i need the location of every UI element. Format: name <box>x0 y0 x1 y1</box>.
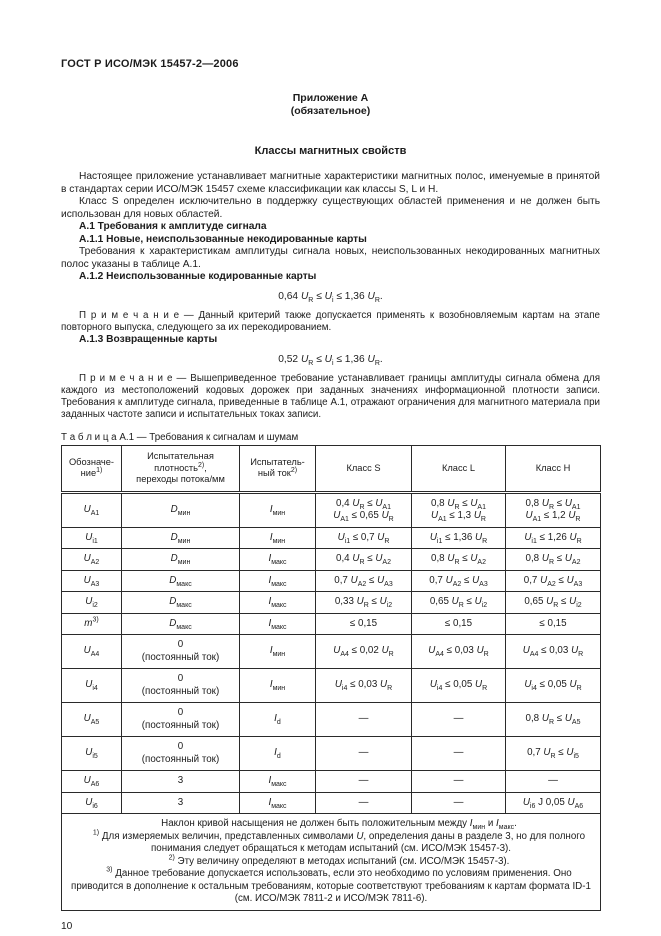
cell-class-h: 0,7 $U_{A2} \le U_{A3}$ <box>506 570 601 592</box>
cell-current: $I_{мин}$ <box>240 635 316 669</box>
cell-class-l: $U_{A4} \le 0,03$ $U_R$ <box>412 635 506 669</box>
cell-class-s: 0,4 $U_R \le U_{A1}$ $U_{A1} \le 0,65$ $U_R$ <box>316 492 412 527</box>
paragraph-intro-2: Класс S определен исключительно в поддержку существующих областей применения и не должен быть использован для новых областей. <box>61 196 600 220</box>
cell-current: $I_d$ <box>240 703 316 737</box>
cell-current: $I_{мин}$ <box>240 527 316 549</box>
cell-class-h: 0,8 $U_R \le U_{A5}$ <box>506 703 601 737</box>
cell-class-s: $U_{A4} \le 0,02$ $U_R$ <box>316 635 412 669</box>
heading-a11: А.1.1 Новые, неиспользованные некодированные карты <box>79 233 367 245</box>
cell-current: $I_{мин}$ <box>240 492 316 527</box>
cell-symbol: $U_{i1}$ <box>62 527 122 549</box>
cell-class-h: $U_{i1} \le 1,26$ $U_R$ <box>506 527 601 549</box>
table-row <box>62 635 601 669</box>
cell-class-s: — <box>316 792 412 814</box>
table-row <box>62 613 601 635</box>
cell-symbol: $m^{3)}$ <box>62 613 122 635</box>
cell-class-s: $U_{i1} \le 0,7$ $U_R$ <box>316 527 412 549</box>
cell-class-s: 0,7 $U_{A2} \le U_{A3}$ <box>316 570 412 592</box>
cell-class-s: ≤ 0,15 <box>316 613 412 635</box>
table-row <box>62 737 601 771</box>
cell-symbol: $U_{A4}$ <box>62 635 122 669</box>
cell-class-l: — <box>412 703 506 737</box>
col-header-symbol: Обозначе- ние$^{1)}$ <box>62 446 122 493</box>
footnote-3: $^{3)}$ Данное требование допускается использовать, если это необходимо по условиям применения. Оно приводится в дополнение к остальным требованиям, которые соответствуют требованиям к картам формата ID-1 (см. ИСО/МЭК 7811-2 и ИСО/МЭК 7811-6). <box>71 866 591 904</box>
paragraph-intro-1: Настоящее приложение устанавливает магнитные характеристики магнитных полос, именуемые в принятой в стандартах серии ИСО/МЭК 15457 схеме классификации как классы S, L и Н. <box>61 171 600 195</box>
cell-class-h: 0,8 $U_R \le U_{A2}$ <box>506 549 601 571</box>
cell-current: $I_{макс}$ <box>240 549 316 571</box>
heading-a1: А.1 Требования к амплитуде сигнала <box>79 221 267 232</box>
cell-density: 0 (постоянный ток) <box>122 703 240 737</box>
heading-a12: А.1.2 Неиспользованные кодированные карты <box>79 271 317 282</box>
table-row <box>62 527 601 549</box>
cell-symbol: $U_{A3}$ <box>62 570 122 592</box>
table-footnote-row <box>62 814 601 911</box>
table-row <box>62 592 601 614</box>
cell-class-l: — <box>412 771 506 793</box>
cell-class-l: — <box>412 737 506 771</box>
cell-current: $I_{макс}$ <box>240 792 316 814</box>
cell-current: $I_d$ <box>240 737 316 771</box>
appendix-subtitle: (обязательное) <box>290 105 371 117</box>
table-caption: Т а б л и ц а А.1 — Требования к сигналам и шумам <box>61 432 299 443</box>
col-header-class-s: Класс S <box>316 446 412 493</box>
table-row <box>62 703 601 737</box>
cell-current: $I_{макс}$ <box>240 771 316 793</box>
table-row <box>62 549 601 571</box>
cell-density: $D_{мин}$ <box>122 527 240 549</box>
cell-symbol: $U_{A6}$ <box>62 771 122 793</box>
appendix-block <box>61 92 600 118</box>
formula-a12: 0,64 $U_R \le U_i \le 1,36$ $U_R$. <box>278 290 383 304</box>
note-a12: П р и м е ч а н и е — Данный критерий также допускается применять к возобновляемым картам на этапе повторного выпуска, следующего за их перекодированием. <box>61 310 600 333</box>
section-title: Классы магнитных свойств <box>254 145 407 157</box>
cell-class-h: ≤ 0,15 <box>506 613 601 635</box>
cell-class-l: ≤ 0,15 <box>412 613 506 635</box>
cell-class-l: 0,8 $U_R \le U_{A2}$ <box>412 549 506 571</box>
cell-class-h: $U_{i6}$ J 0,05 $U_{A6}$ <box>506 792 601 814</box>
cell-current: $I_{макс}$ <box>240 570 316 592</box>
cell-class-l: 0,8 $U_R \le U_{A1}$ $U_{A1} \le 1,3$ $U_R$ <box>412 492 506 527</box>
cell-class-s: 0,4 $U_R \le U_{A2}$ <box>316 549 412 571</box>
cell-symbol: $U_{A5}$ <box>62 703 122 737</box>
cell-current: $I_{макс}$ <box>240 592 316 614</box>
cell-symbol: $U_{i6}$ <box>62 792 122 814</box>
cell-class-s: $U_{i4} \le 0,03$ $U_R$ <box>316 669 412 703</box>
cell-class-h: $U_{i4} \le 0,05$ $U_R$ <box>506 669 601 703</box>
paragraph-a11: Требования к характеристикам амплитуды сигнала новых, неиспользованных некодированных магнитных полос указаны в таблице А.1. <box>61 246 600 270</box>
table-row <box>62 669 601 703</box>
cell-symbol: $U_{i5}$ <box>62 737 122 771</box>
cell-density: 0 (постоянный ток) <box>122 669 240 703</box>
cell-class-h: 0,8 $U_R \le U_{A1}$ $U_{A1} \le 1,2$ $U_R$ <box>506 492 601 527</box>
cell-symbol: $U_{A1}$ <box>62 492 122 527</box>
footnote-1: $^{1)}$ Для измеряемых величин, представленных символами U, определения даны в разделе 3, но для полного понимания следует обращаться к методам испытаний (см. ИСО/МЭК 15457-3). <box>92 829 586 854</box>
heading-a13: А.1.3 Возвращенные карты <box>79 334 218 345</box>
cell-class-s: 0,33 $U_R \le U_{i2}$ <box>316 592 412 614</box>
table-header-row <box>62 446 601 493</box>
cell-current: $I_{мин}$ <box>240 669 316 703</box>
col-header-density: Испытательная плотность$^{2)}$, переходы потока/мм <box>122 446 240 493</box>
document-number: ГОСТ Р ИСО/МЭК 15457-2—2006 <box>61 58 239 70</box>
footnote-slope: Наклон кривой насыщения не должен быть положительным между $I_{мин}$ и $I_{макс}$. <box>161 818 517 831</box>
page-content <box>61 58 600 932</box>
cell-density: $D_{макс}$ <box>122 570 240 592</box>
cell-class-s: — <box>316 737 412 771</box>
col-header-class-h: Класс Н <box>506 446 601 493</box>
cell-class-l: $U_{i1} \le 1,36$ $U_R$ <box>412 527 506 549</box>
cell-class-l: $U_{i4} \le 0,05$ $U_R$ <box>412 669 506 703</box>
footnote-2: $^{2)}$ Эту величину определяют в методах испытаний (см. ИСО/МЭК 15457-3). <box>168 854 510 867</box>
cell-symbol: $U_{i2}$ <box>62 592 122 614</box>
cell-density: 0 (постоянный ток) <box>122 737 240 771</box>
table-row <box>62 792 601 814</box>
cell-class-l: 0,65 $U_R \le U_{i2}$ <box>412 592 506 614</box>
table-a1 <box>61 445 601 911</box>
cell-symbol: $U_{i4}$ <box>62 669 122 703</box>
cell-class-h: 0,65 $U_R \le U_{i2}$ <box>506 592 601 614</box>
cell-class-l: 0,7 $U_{A2} \le U_{A3}$ <box>412 570 506 592</box>
cell-class-s: — <box>316 771 412 793</box>
cell-class-h: — <box>506 771 601 793</box>
cell-density: 3 <box>122 771 240 793</box>
col-header-current: Испытатель- ный ток$^{2)}$ <box>240 446 316 493</box>
cell-class-s: — <box>316 703 412 737</box>
cell-density: $D_{мин}$ <box>122 492 240 527</box>
cell-class-h: 0,7 $U_R \le U_{i5}$ <box>506 737 601 771</box>
cell-class-l: — <box>412 792 506 814</box>
note-a13: П р и м е ч а н и е — Вышеприведенное требование устанавливает границы амплитуды сигнала обмена для каждого из местоположений кодовых дорожек при заданных значениях информационной плотности записи. Требования к амплитуде сигнала, приведенные в таблице А.1, отражают ограничения для магнитного материала при заданных частоте записи и испытательных токах записи. <box>61 373 600 420</box>
cell-class-h: $U_{A4} \le 0,03$ $U_R$ <box>506 635 601 669</box>
formula-a13: 0,52 $U_R \le U_i \le 1,36$ $U_R$. <box>278 353 383 367</box>
table-footnotes <box>62 814 601 911</box>
cell-current: $I_{макс}$ <box>240 613 316 635</box>
cell-density: 0 (постоянный ток) <box>122 635 240 669</box>
cell-density: $D_{макс}$ <box>122 613 240 635</box>
table-row <box>62 771 601 793</box>
col-header-class-l: Класс L <box>412 446 506 493</box>
table-row <box>62 492 601 527</box>
page-number: 10 <box>61 920 73 932</box>
table-row <box>62 570 601 592</box>
cell-density: $D_{макс}$ <box>122 592 240 614</box>
appendix-title: Приложение А <box>292 92 369 104</box>
cell-density: 3 <box>122 792 240 814</box>
cell-symbol: $U_{A2}$ <box>62 549 122 571</box>
cell-density: $D_{мин}$ <box>122 549 240 571</box>
